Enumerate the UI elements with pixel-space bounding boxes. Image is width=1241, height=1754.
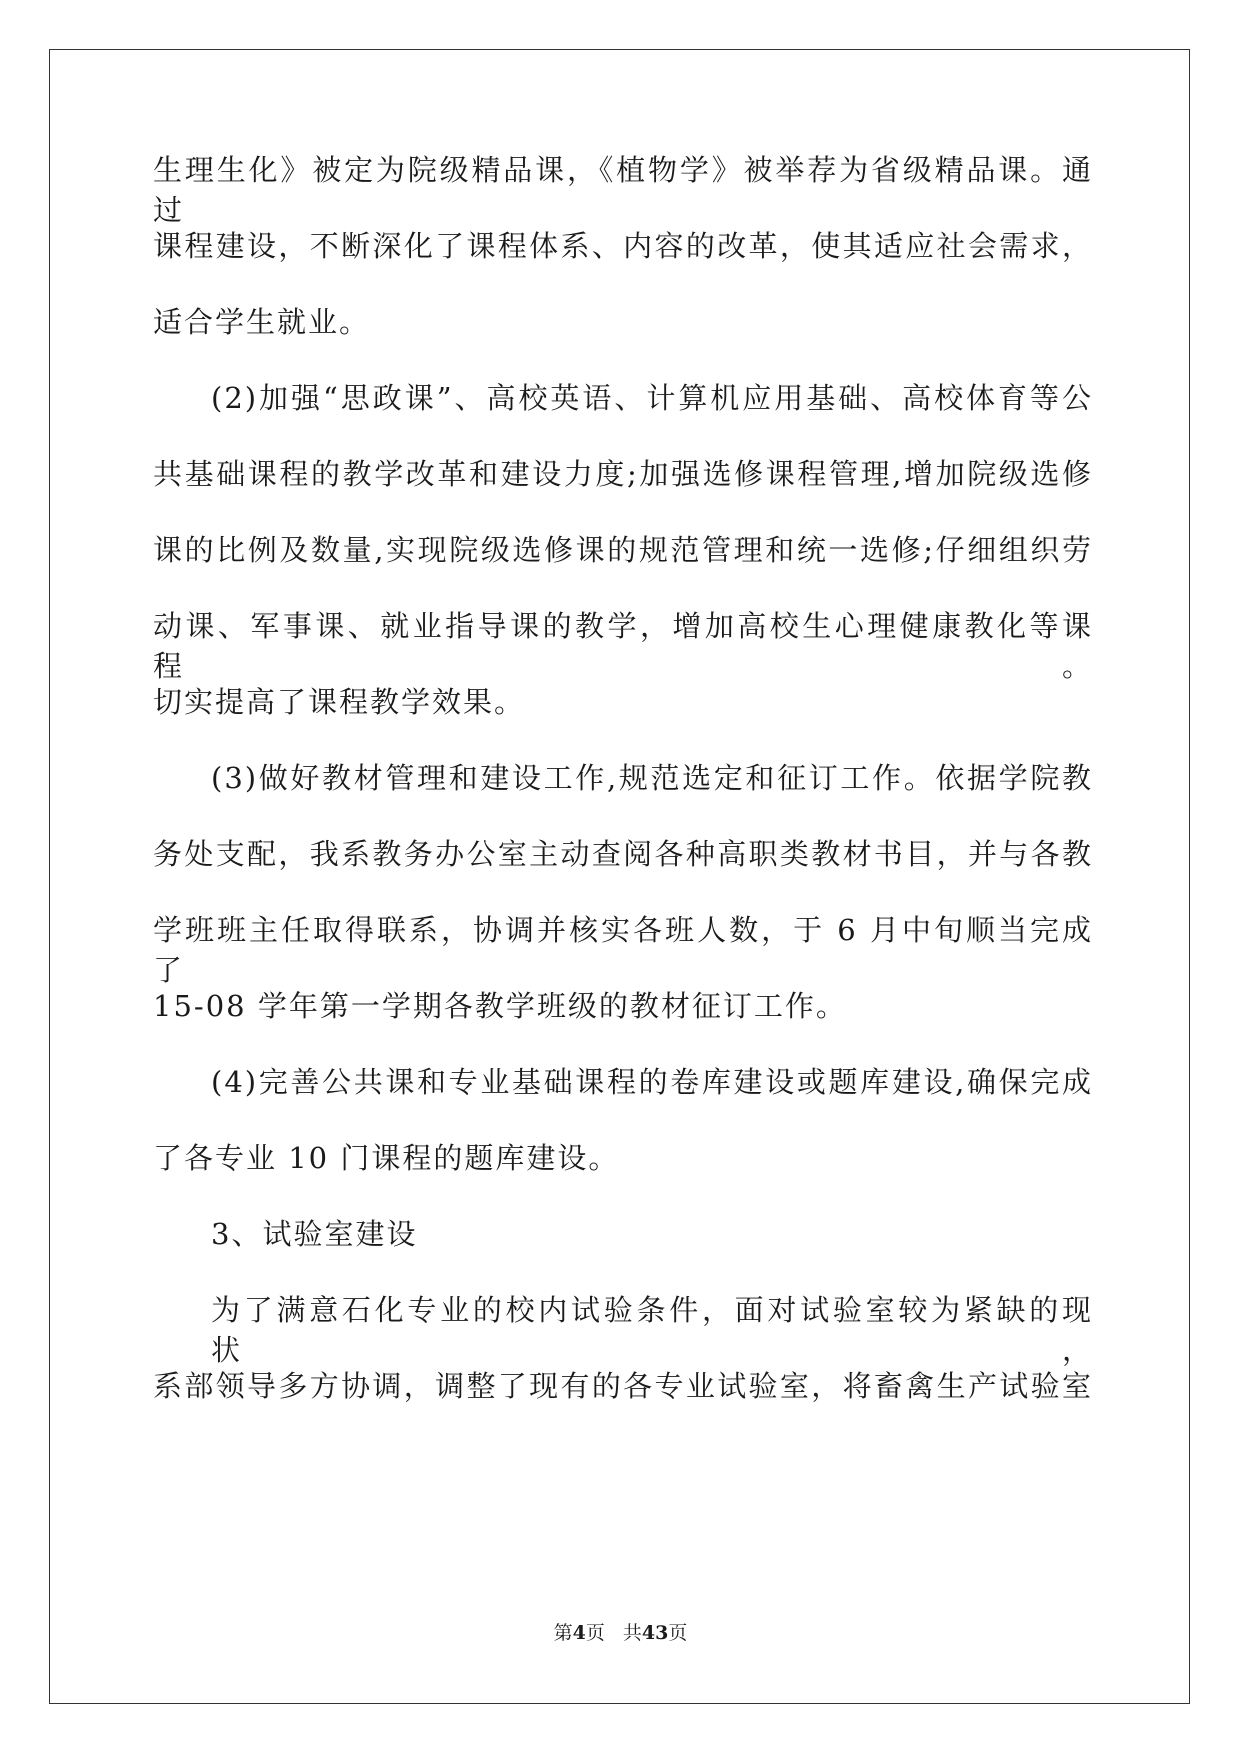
text-line: 切实提高了课程教学效果。 [153, 685, 526, 719]
text-line: 动课、军事课、就业指导课的教学，增加高校生心理健康教化等课程。 [153, 609, 1093, 683]
text-line: 系部领导多方协调，调整了现有的各专业试验室，将畜禽生产试验室 [153, 1369, 1093, 1403]
footer-page-suffix: 页 [585, 1622, 605, 1644]
footer-total-prefix: 共 [622, 1622, 642, 1644]
text-line: 15-08 学年第一学期各教学班级的教材征订工作。 [153, 989, 847, 1023]
text-line: (3)做好教材管理和建设工作,规范选定和征订工作。依据学院教 [211, 761, 1093, 795]
total-pages-number: 43 [641, 1622, 669, 1644]
text-line: 课的比例及数量,实现院级选修课的规范管理和统一选修;仔细组织劳 [153, 533, 1093, 567]
text-line: 共基础课程的教学改革和建设力度;加强选修课程管理,增加院级选修 [153, 457, 1093, 491]
text-line: (4)完善公共课和专业基础课程的卷库建设或题库建设,确保完成 [211, 1065, 1093, 1099]
text-line: 学班班主任取得联系，协调并核实各班人数，于 6 月中旬顺当完成了 [153, 913, 1093, 987]
footer-prefix: 第 [553, 1622, 573, 1644]
text-line: 课程建设，不断深化了课程体系、内容的改革，使其适应社会需求， [153, 229, 1093, 263]
footer-total-suffix: 页 [668, 1622, 688, 1644]
text-line: 为了满意石化专业的校内试验条件，面对试验室较为紧缺的现状， [211, 1293, 1093, 1367]
text-line: 适合学生就业。 [153, 305, 371, 339]
page-footer [0, 1621, 1241, 1645]
text-line: 生理生化》被定为院级精品课，《植物学》被举荐为省级精品课。通过 [153, 153, 1093, 227]
text-line: 了各专业 10 门课程的题库建设。 [153, 1141, 620, 1175]
page-border [49, 49, 1190, 1704]
current-page-number: 4 [572, 1622, 586, 1644]
section-heading: 3、试验室建设 [211, 1217, 418, 1251]
text-line: (2)加强“思政课”、高校英语、计算机应用基础、高校体育等公 [211, 381, 1093, 415]
text-line: 务处支配，我系教务办公室主动查阅各种高职类教材书目，并与各教 [153, 837, 1093, 871]
